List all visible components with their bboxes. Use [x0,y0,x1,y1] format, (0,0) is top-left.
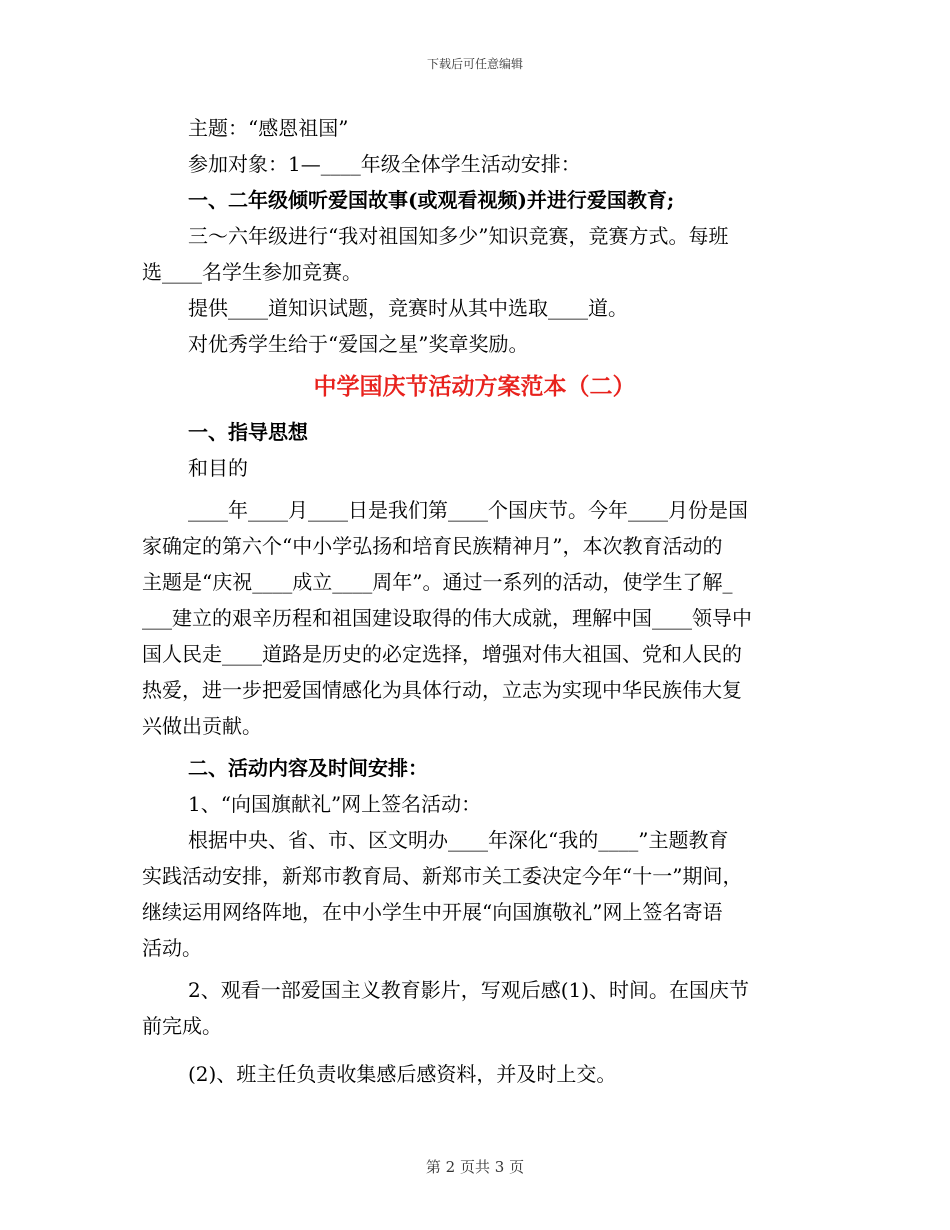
section-title: 中学国庆节活动方案范本（二） [313,373,636,400]
purpose-line: 和目的 [188,456,248,480]
purpose-paragraph-line-4: ___建立的艰辛历程和祖国建设取得的伟大成就，理解中国____领导中 [142,606,752,630]
theme-line: 主题：“感恩祖国” [188,116,349,140]
participants-line: 参加对象：1—____年级全体学生活动安排： [188,152,581,176]
award-line: 对优秀学生给于“爱国之星”奖章奖励。 [188,332,529,356]
quiz-paragraph-line-2: 选____名学生参加竞赛。 [142,260,362,284]
movie-item-line-1: 2、观看一部爱国主义教育影片，写观后感(1)、时间。在国庆节 [188,978,750,1002]
page-header-note: 下载后可任意编辑 [426,57,523,71]
purpose-paragraph-line-3: 主题是“庆祝____成立____周年”。通过一系列的活动，使学生了解_ [142,570,733,594]
purpose-paragraph-line-1: ____年____月____日是我们第____个国庆节。今年____月份是国 [188,498,748,522]
purpose-paragraph-line-7: 兴做出贡献。 [142,714,262,738]
spacer [142,1044,807,1056]
question-count-line: 提供____道知识试题，竞赛时从其中选取____道。 [188,296,628,320]
flag-signing-paragraph-line-2: 实践活动安排，新郑市教育局、新郑市关工委决定今年“十一”期间， [142,864,743,888]
flag-signing-paragraph-line-1: 根据中央、省、市、区文明办____年深化“我的____”主题教育 [188,828,729,852]
grade-1-2-activity-heading: 一、二年级倾听爱国故事(或观看视频)并进行爱国教育; [188,188,675,212]
purpose-paragraph-line-5: 国人民走____道路是历史的必定选择，增强对伟大祖国、党和人民的 [142,642,742,666]
flag-signing-paragraph-line-4: 活动。 [142,936,202,960]
purpose-paragraph-line-6: 热爱，进一步把爱国情感化为具体行动，立志为实现中华民族伟大复 [142,678,742,702]
flag-signing-paragraph-line-3: 继续运用网络阵地，在中小学生中开展“向国旗敬礼”网上签名寄语 [142,900,723,924]
collect-reports-line: (2)、班主任负责收集感后感资料，并及时上交。 [188,1062,617,1086]
guiding-thought-heading: 一、指导思想 [188,420,308,444]
movie-item-line-2: 前完成。 [142,1014,222,1038]
document-body [142,110,807,1092]
purpose-paragraph-line-2: 家确定的第六个“中小学弘扬和培育民族精神月”，本次教育活动的 [142,534,723,558]
quiz-paragraph-line-1: 三～六年级进行“我对祖国知多少”知识竞赛，竞赛方式。每班 [188,224,729,248]
flag-signing-item: 1、“向国旗献礼”网上签名活动： [188,792,482,816]
page-number: 第 2 页共 3 页 [425,1158,525,1176]
activity-content-heading: 二、活动内容及时间安排： [188,756,428,780]
